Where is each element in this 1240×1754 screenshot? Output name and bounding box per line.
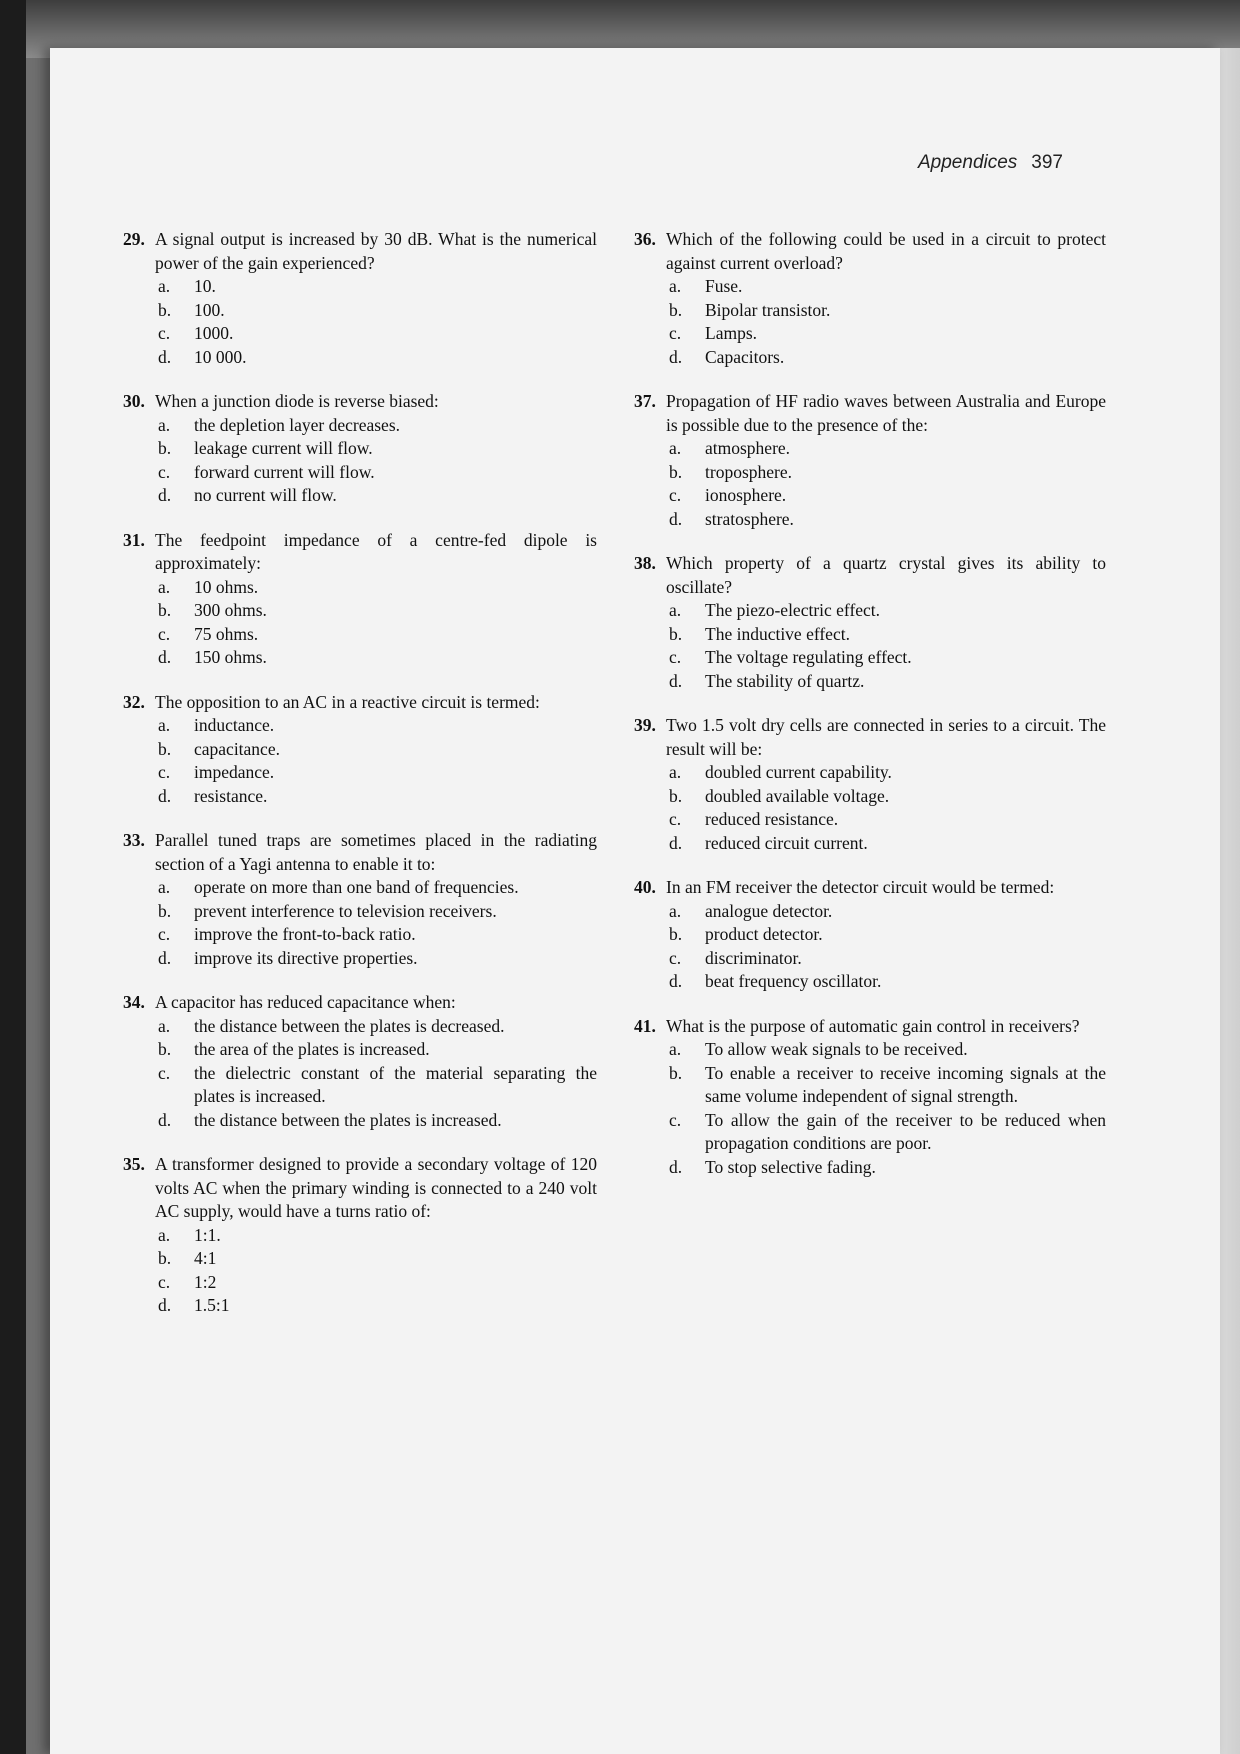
option-letter: a.: [158, 276, 171, 296]
question-number: 41.: [634, 1015, 656, 1036]
option-letter: c.: [158, 1062, 171, 1083]
option-text: beat frequency oscillator.: [705, 971, 882, 991]
question-number: 38.: [634, 553, 656, 573]
option-text: product detector.: [705, 924, 823, 944]
question-stem: [123, 529, 597, 576]
answer-option: [158, 947, 597, 971]
option-text: 1:2: [194, 1271, 217, 1292]
question-item: [634, 390, 1106, 531]
option-letter: b.: [669, 785, 683, 806]
answer-option: [158, 1015, 597, 1039]
option-text: 1000.: [194, 323, 234, 343]
question-number: 35.: [123, 1154, 145, 1174]
answer-option: [158, 646, 597, 670]
answer-option: [669, 761, 1106, 785]
question-number: 36.: [634, 229, 656, 249]
section-title: Appendices: [918, 152, 1018, 173]
option-text: the depletion layer decreases.: [194, 414, 401, 435]
question-stem: [123, 228, 597, 275]
question-item: [123, 529, 597, 670]
answer-option: [669, 1109, 1106, 1156]
answer-option: [158, 461, 597, 485]
question-stem: [634, 714, 1106, 761]
question-text: A transformer designed to provide a secondary voltage of 120 volts AC when the primary winding is connected to a 240 volt AC supply, would have a turns ratio of:: [155, 1154, 597, 1221]
question-item: [123, 829, 597, 970]
option-text: 300 ohms.: [194, 600, 267, 620]
option-letter: b.: [669, 461, 683, 482]
option-text: 1.5:1: [194, 1295, 230, 1315]
answer-option: [669, 437, 1106, 461]
answer-option: [669, 1038, 1106, 1062]
option-letter: c.: [669, 1109, 682, 1130]
option-letter: c.: [669, 323, 682, 343]
option-text: 75 ohms.: [194, 623, 259, 644]
option-letter: d.: [158, 346, 172, 367]
option-letter: b.: [669, 1062, 683, 1083]
question-stem: [634, 552, 1106, 599]
question-number: 34.: [123, 992, 145, 1012]
option-letter: a.: [669, 762, 682, 782]
answer-option: [669, 461, 1106, 485]
option-letter: d.: [158, 485, 172, 505]
option-letter: d.: [158, 647, 172, 667]
answer-option: [669, 832, 1106, 856]
option-text: 100.: [194, 299, 225, 320]
answer-option: [669, 599, 1106, 623]
question-stem: [123, 829, 597, 876]
question-text: The feedpoint impedance of a centre-fed dipole is approximately:: [155, 529, 597, 573]
option-text: The inductive effect.: [705, 623, 850, 644]
question-item: [123, 1153, 597, 1318]
answer-option: [158, 1271, 597, 1295]
answer-option: [669, 322, 1106, 346]
option-letter: d.: [669, 670, 683, 691]
option-text: troposphere.: [705, 461, 792, 482]
question-item: [634, 552, 1106, 693]
question-text: Which of the following could be used in a circuit to protect against current overload?: [666, 229, 1106, 273]
answer-option: [158, 322, 597, 346]
option-text: Bipolar transistor.: [705, 299, 831, 320]
answer-option: [158, 1247, 597, 1271]
answer-option: [158, 484, 597, 508]
option-text: no current will flow.: [194, 485, 337, 505]
option-letter: a.: [669, 1039, 682, 1059]
answer-option: [158, 785, 597, 809]
option-letter: b.: [158, 299, 172, 320]
option-text: 1:1.: [194, 1224, 221, 1245]
answer-option: [158, 414, 597, 438]
option-text: capacitance.: [194, 738, 280, 759]
option-text: analogue detector.: [705, 900, 833, 921]
answer-option: [158, 761, 597, 785]
question-number: 33.: [123, 830, 145, 850]
option-letter: d.: [669, 971, 683, 991]
answer-option: [158, 599, 597, 623]
answer-option: [158, 1062, 597, 1109]
option-letter: c.: [158, 1271, 171, 1292]
answer-option: [669, 1062, 1106, 1109]
option-text: 10 ohms.: [194, 576, 259, 597]
right-column: [634, 228, 1106, 1200]
question-text: Two 1.5 volt dry cells are connected in series to a circuit. The result will be:: [666, 715, 1106, 759]
option-letter: d.: [669, 1156, 683, 1177]
option-text: leakage current will flow.: [194, 438, 373, 458]
question-text: When a junction diode is reverse biased:: [155, 391, 439, 411]
question-item: [123, 991, 597, 1132]
answer-option: [158, 576, 597, 600]
question-text: What is the purpose of automatic gain control in receivers?: [666, 1015, 1080, 1036]
option-text: To stop selective fading.: [705, 1156, 876, 1177]
option-text: To allow the gain of the receiver to be reduced when propagation conditions are poor.: [705, 1109, 1106, 1153]
answer-option: [669, 275, 1106, 299]
question-item: [123, 390, 597, 508]
option-letter: c.: [669, 809, 682, 829]
option-letter: a.: [669, 438, 682, 458]
answer-option: [158, 623, 597, 647]
option-text: atmosphere.: [705, 438, 791, 458]
option-letter: a.: [158, 414, 171, 435]
answer-option: [158, 346, 597, 370]
option-text: prevent interference to television receivers.: [194, 900, 497, 921]
running-header: [918, 152, 1063, 174]
question-stem: [634, 390, 1106, 437]
option-letter: b.: [158, 738, 172, 759]
answer-option: [158, 714, 597, 738]
answer-option: [158, 1224, 597, 1248]
question-text: Which property of a quartz crystal gives its ability to oscillate?: [666, 553, 1106, 597]
answer-option: [158, 876, 597, 900]
option-text: stratosphere.: [705, 508, 794, 529]
option-letter: c.: [158, 924, 171, 944]
option-text: To enable a receiver to receive incoming signals at the same volume independent of signal strength.: [705, 1062, 1106, 1106]
option-text: The stability of quartz.: [705, 670, 865, 691]
question-item: [634, 714, 1106, 855]
option-letter: c.: [158, 762, 171, 782]
option-letter: d.: [158, 947, 172, 968]
option-letter: d.: [669, 832, 683, 853]
option-text: 4:1: [194, 1248, 217, 1268]
option-letter: c.: [669, 647, 682, 667]
answer-option: [158, 738, 597, 762]
answer-option: [669, 299, 1106, 323]
option-text: 10.: [194, 276, 216, 296]
option-text: The piezo-electric effect.: [705, 600, 881, 620]
option-letter: c.: [158, 461, 171, 482]
answer-option: [158, 923, 597, 947]
question-number: 40.: [634, 877, 656, 897]
answer-option: [669, 670, 1106, 694]
option-letter: b.: [158, 1039, 172, 1059]
answer-option: [669, 646, 1106, 670]
option-letter: a.: [158, 1015, 171, 1036]
question-stem: [123, 691, 597, 715]
question-text: In an FM receiver the detector circuit would be termed:: [666, 877, 1055, 897]
answer-option: [669, 484, 1106, 508]
answer-option: [669, 923, 1106, 947]
option-letter: b.: [669, 924, 683, 944]
option-text: Fuse.: [705, 276, 743, 296]
option-letter: c.: [669, 485, 682, 505]
answer-option: [669, 900, 1106, 924]
option-letter: b.: [669, 299, 683, 320]
question-number: 30.: [123, 391, 145, 411]
question-item: [123, 228, 597, 369]
option-text: the dielectric constant of the material separating the plates is increased.: [194, 1062, 597, 1106]
answer-option: [669, 808, 1106, 832]
option-text: the distance between the plates is decreased.: [194, 1015, 505, 1036]
option-text: resistance.: [194, 785, 268, 806]
answer-option: [158, 299, 597, 323]
question-text: Propagation of HF radio waves between Australia and Europe is possible due to the presence of the:: [666, 391, 1106, 435]
option-letter: a.: [158, 576, 171, 597]
scan-edge: [0, 0, 26, 1754]
option-text: the distance between the plates is increased.: [194, 1109, 502, 1130]
question-text: A signal output is increased by 30 dB. What is the numerical power of the gain experienced?: [155, 229, 597, 273]
option-text: impedance.: [194, 762, 275, 782]
option-text: To allow weak signals to be received.: [705, 1039, 968, 1059]
option-text: forward current will flow.: [194, 461, 375, 482]
option-letter: d.: [158, 1109, 172, 1130]
question-item: [123, 691, 597, 809]
option-text: ionosphere.: [705, 485, 787, 505]
option-letter: d.: [158, 785, 172, 806]
answer-option: [669, 508, 1106, 532]
question-stem: [634, 228, 1106, 275]
answer-option: [158, 1294, 597, 1318]
option-letter: d.: [158, 1295, 172, 1315]
option-letter: b.: [158, 600, 172, 620]
option-letter: b.: [158, 900, 172, 921]
option-letter: a.: [669, 276, 682, 296]
option-letter: c.: [158, 323, 171, 343]
option-letter: b.: [158, 438, 172, 458]
question-number: 39.: [634, 715, 656, 735]
option-text: operate on more than one band of frequencies.: [194, 877, 519, 897]
question-stem: [634, 1015, 1106, 1039]
option-letter: a.: [669, 600, 682, 620]
question-text: The opposition to an AC in a reactive circuit is termed:: [155, 691, 540, 712]
option-text: discriminator.: [705, 947, 802, 968]
question-number: 29.: [123, 229, 145, 249]
option-letter: a.: [158, 877, 171, 897]
question-stem: [634, 876, 1106, 900]
answer-option: [669, 785, 1106, 809]
answer-option: [158, 900, 597, 924]
option-letter: b.: [158, 1248, 172, 1268]
option-text: improve its directive properties.: [194, 947, 418, 968]
option-text: doubled current capability.: [705, 762, 892, 782]
question-text: Parallel tuned traps are sometimes placed in the radiating section of a Yagi antenna to enable it to:: [155, 830, 597, 874]
option-text: reduced resistance.: [705, 809, 839, 829]
question-item: [634, 1015, 1106, 1180]
page-number: 397: [1031, 152, 1063, 173]
answer-option: [669, 1156, 1106, 1180]
question-item: [634, 228, 1106, 369]
option-letter: a.: [158, 715, 171, 735]
answer-option: [669, 970, 1106, 994]
option-letter: a.: [158, 1224, 171, 1245]
option-text: The voltage regulating effect.: [705, 647, 912, 667]
answer-option: [158, 1109, 597, 1133]
option-text: 10 000.: [194, 346, 247, 367]
answer-option: [158, 275, 597, 299]
answer-option: [158, 437, 597, 461]
question-number: 32.: [123, 691, 145, 712]
question-text: A capacitor has reduced capacitance when:: [155, 992, 456, 1012]
option-letter: a.: [669, 900, 682, 921]
option-text: Capacitors.: [705, 346, 785, 367]
question-number: 31.: [123, 529, 145, 550]
option-text: inductance.: [194, 715, 275, 735]
question-number: 37.: [634, 391, 656, 411]
question-stem: [123, 390, 597, 414]
answer-option: [158, 1038, 597, 1062]
question-stem: [123, 1153, 597, 1224]
answer-option: [669, 623, 1106, 647]
option-text: doubled available voltage.: [705, 785, 890, 806]
left-column: [123, 228, 597, 1339]
question-stem: [123, 991, 597, 1015]
option-letter: c.: [669, 947, 682, 968]
option-text: 150 ohms.: [194, 647, 267, 667]
option-text: improve the front-to-back ratio.: [194, 924, 416, 944]
question-item: [634, 876, 1106, 994]
option-text: Lamps.: [705, 323, 758, 343]
option-text: the area of the plates is increased.: [194, 1039, 430, 1059]
option-letter: b.: [669, 623, 683, 644]
answer-option: [669, 947, 1106, 971]
answer-option: [669, 346, 1106, 370]
option-text: reduced circuit current.: [705, 832, 868, 853]
option-letter: d.: [669, 346, 683, 367]
option-letter: d.: [669, 508, 683, 529]
option-letter: c.: [158, 623, 171, 644]
